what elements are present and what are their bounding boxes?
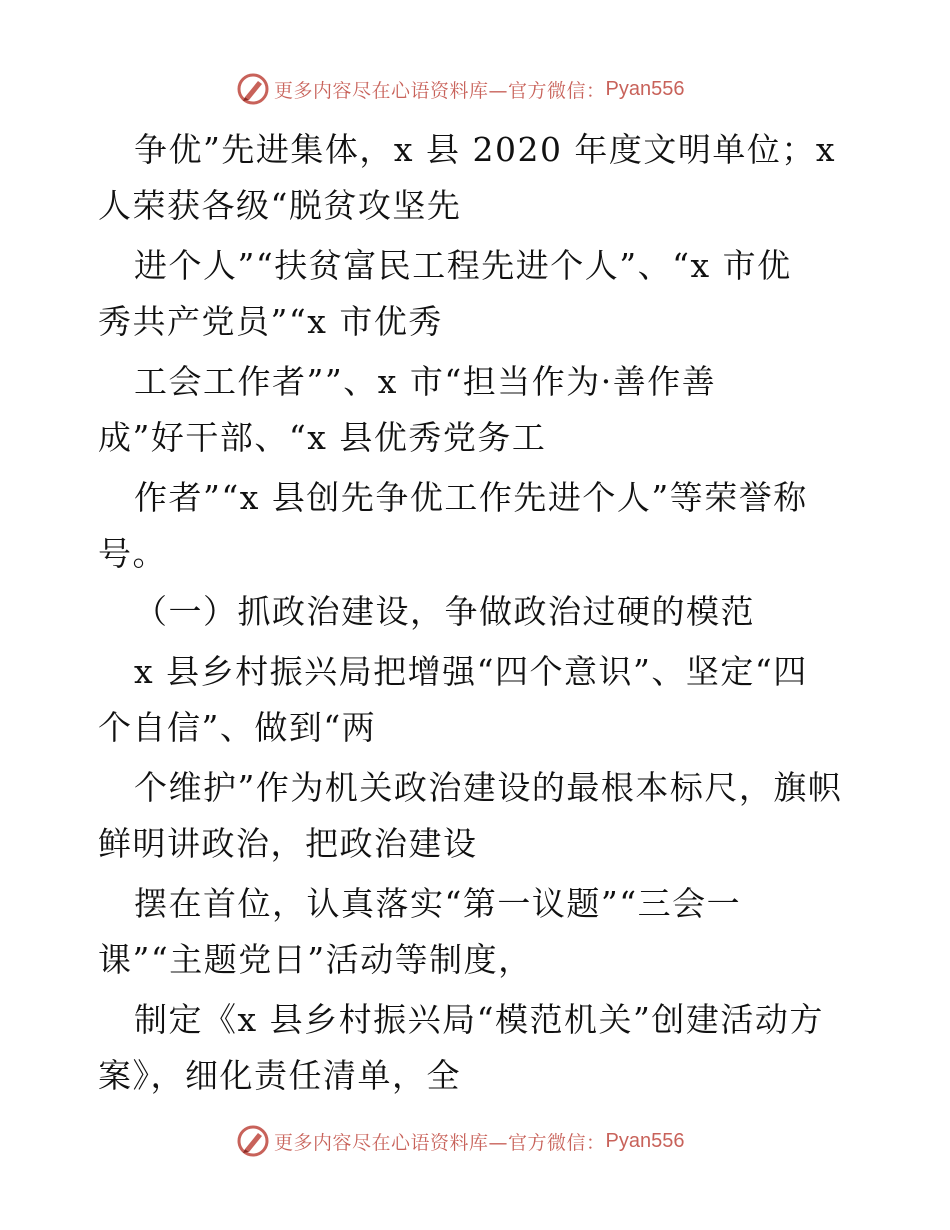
text-line: 课”“主题党日”活动等制度，: [98, 940, 533, 979]
watermark-text: 更多内容尽在心语资料库—官方微信：: [274, 1131, 606, 1154]
text-line: 个自信”、做到“两: [98, 708, 377, 747]
text-line: 个维护”作为机关政治建设的最根本标尺，旗帜: [134, 768, 843, 807]
text-line: 作者”“x 县创先争优工作先进个人”等荣誉称: [134, 478, 808, 517]
text-line: 鲜明讲政治，把政治建设: [98, 824, 478, 863]
section-heading: （一）抓政治建设，争做政治过硬的模范: [134, 592, 755, 631]
footer-watermark: [236, 1124, 684, 1158]
text-line: 进个人”“扶贫富民工程先进个人”、“x 市优: [134, 246, 792, 285]
pen-logo-icon: [236, 72, 270, 106]
text-line: 成”好干部、“x 县优秀党务工: [98, 418, 547, 457]
text-line: 号。: [98, 534, 167, 573]
pen-logo-icon: [236, 1124, 270, 1158]
text-line: 摆在首位，认真落实“第一议题”“三会一: [134, 884, 742, 923]
text-line: 案》，细化责任清单，全: [98, 1056, 461, 1095]
watermark-text: 更多内容尽在心语资料库—官方微信：: [274, 79, 606, 102]
text-line: 工会工作者””、x 市“担当作为·善作善: [134, 362, 717, 401]
text-line: 争优”先进集体，x 县 2020 年度文明单位；x: [134, 130, 837, 169]
text-line: x 县乡村振兴局把增强“四个意识”、坚定“四: [134, 652, 808, 691]
text-line: 制定《x 县乡村振兴局“模范机关”创建活动方: [134, 1000, 824, 1039]
text-line: 秀共产党员”“x 市优秀: [98, 302, 443, 341]
watermark-account: Pyan556: [605, 77, 685, 100]
text-line: 人荣获各级“脱贫攻坚先: [98, 186, 462, 225]
header-watermark: [236, 72, 684, 106]
watermark-account: Pyan556: [605, 1129, 685, 1152]
